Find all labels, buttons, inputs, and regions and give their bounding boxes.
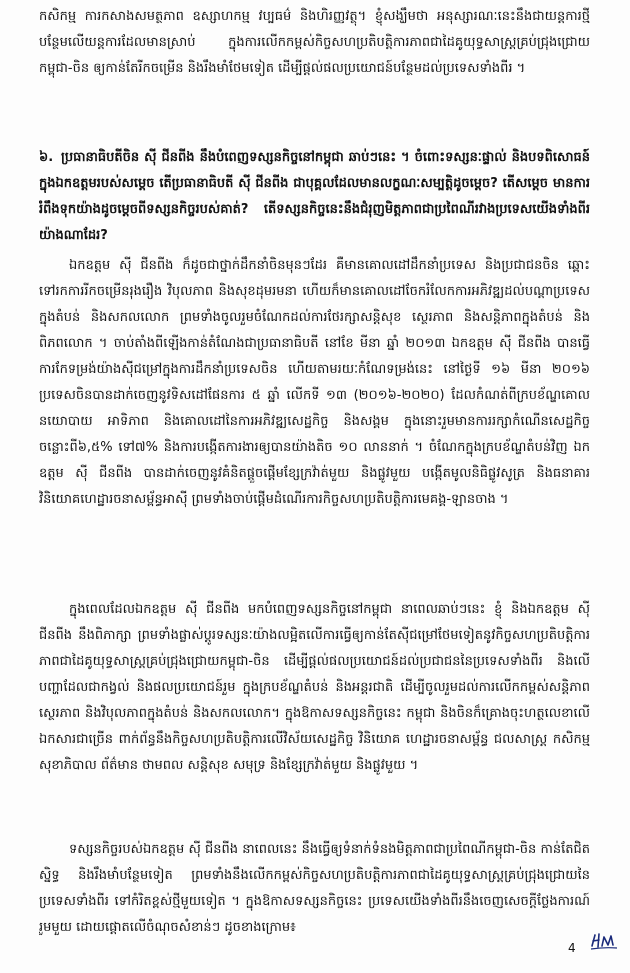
paragraph-answer-2: ក្នុងពេលដែលឯកឧត្តម ស៊ី ជីនពីង មកបំពេញទស្សនកិច្ចនៅកម្ពុជា នាពេលឆាប់ៗនេះ ខ្ញុំ និងឯកឧត្តម ស៊ី ជីនពីង នឹងពិភាក្សា ព្រមទាំងផ្លាស់ប្តូរទស្សនៈយ៉ាងលម្អិតលើការធ្វើឲ្យកាន់តែស៊ីជម្រៅថែមទៀតនូវកិច្ចសហប្រតិបត្តិការភាពជាដៃគូយុទ្ធសាស្ត្រគ្រប់ជ្រុងជ្រោយកម្ពុជា-ចិន ដើម្បីផ្តល់ផលប្រយោជន៍ដល់ប្រជាជននៃប្រទេសទាំងពីរ និងលើបញ្ហាដែលជាកង្វល់ និងផលប្រយោជន៍រួម ក្នុងក្របខ័ណ្ឌតំបន់ និងអន្តរជាតិ ដើម្បីចូលរួមដល់ការលើកកម្ពស់សន្តិភាព ស្ថេរភាព និងវិបុលភាពក្នុងតំបន់ និងសកលលោក។ ក្នុងឱកាសទស្សនកិច្ចនេះ កម្ពុជា និងចិនក៏គ្រោងចុះហត្ថលេខាលើឯកសារជាច្រើន ពាក់ព័ន្ធនឹងកិច្ចសហប្រតិបត្តិការលើវិស័យសេដ្ឋកិច្ច វិនិយោគ ហេដ្ឋារចនាសម្ព័ន្ធ ជលសាស្ត្រ កសិកម្ម សុខាភិបាល ព័ត៌មាន ថាមពល សន្តិសុខ សមុទ្រ និងខ្សែក្រវ៉ាត់មួយ និងផ្លូវមួយ ។ bbox=[39, 602, 590, 773]
question-6 bbox=[39, 145, 590, 249]
paragraph-answer-1: ឯកឧត្តម ស៊ី ជីនពីង ក៏ដូចជាថ្នាក់ដឹកនាំចិនមុនៗដែរ គឺមានគោលដៅដឹកនាំប្រទេស និងប្រជាជនចិន ឆ្ពោះទៅរកការរីកចម្រើនរុងរឿង វិបុលភាព និងសុខដុមរមនា ហើយក៏មានគោលដៅចែករំលែកការអភិវឌ្ឍដល់បណ្តាប្រទេសក្នុងតំបន់ និងសកលលោក ព្រមទាំងចូលរួមចំណែកដល់ការថែរក្សាសន្តិសុខ ស្ថេរភាព និងសន្តិភាពក្នុងតំបន់ និងពិភពលោក ។ ចាប់តាំងពីឡើងកាន់តំណែងជាប្រធានាធិបតី នៅខែ មីនា ឆ្នាំ ២០១៣ ឯកឧត្តម ស៊ី ជីនពីង បានធ្វើការកែទម្រង់យ៉ាងស៊ីជម្រៅក្នុងការដឹកនាំប្រទេសចិន ហើយតាមរយៈកំណែទម្រង់នេះ នៅថ្ងៃទី ១៦ មីនា ២០១៦ ប្រទេសចិនបានដាក់ចេញនូវទិសដៅផែនការ ៥ ឆ្នាំ លើកទី ១៣ (២០១៦-២០២០) ដែលកំណត់ពីក្របខ័ណ្ឌគោលនយោបាយ អាទិភាព និងគោលដៅនៃការអភិវឌ្ឍសេដ្ឋកិច្ច និងសង្គម ក្នុងនោះរួមមានការរក្សាកំណើនសេដ្ឋកិច្ចចន្លោះពី៦,៥% ទៅ៧% និងការបង្កើតការងារឲ្យបានយ៉ាងតិច ១០ លាននាក់ ។ ចំណែកក្នុងក្របខ័ណ្ឌតំបន់វិញ ឯកឧត្តម ស៊ី ជីនពីង បានដាក់ចេញនូវគំនិតផ្តួចផ្តើមខ្សែក្រវ៉ាត់មួយ និងផ្លូវមួយ បង្កើតមូលនិធិផ្លូវសូត្រ និងធនាគារវិនិយោគហេដ្ឋារចនាសម្ព័ន្ធអាស៊ី ព្រមទាំងចាប់ផ្តើមដំណើរការកិច្ចសហប្រតិបត្តិការមេគង្គ-ឡានចាង ។ bbox=[39, 258, 590, 507]
paragraph-answer-3: ទស្សនកិច្ចរបស់ឯកឧត្តម ស៊ី ជីនពីង នាពេលនេះ នឹងធ្វើឲ្យទំនាក់ទំនងមិត្តភាពជាប្រពៃណីកម្ពុជា-ចិន កាន់តែជិតស្និទ្ធ និងរឹងមាំបន្ថែមទៀត ព្រមទាំងនឹងលើកកម្ពស់កិច្ចសហប្រតិបត្តិការភាពជាដៃគូយុទ្ធសាស្ត្រគ្រប់ជ្រុងជ្រោយនៃប្រទេសទាំងពីរ ទៅកំរិតខ្ពស់ថ្មីមួយទៀត ។ ក្នុងឱកាសទស្សនកិច្ចនេះ ប្រទេសយើងទាំងពីរនឹងចេញសេចក្តីថ្លែងការណ៍រួមមួយ ដោយផ្តោតលើចំណុចសំខាន់ៗ ដូចខាងក្រោម៖ bbox=[39, 842, 590, 935]
question-text: ប្រធានាធិបតីចិន ស៊ី ជីនពីង នឹងបំពេញទស្សនកិច្ចនៅកម្ពុជា ឆាប់ៗនេះ ។ ចំពោះទស្សនៈផ្ទាល់ និងបទពិសោធន៍ក្នុងឯកឧត្តមរបស់សម្ដេច តើប្រធានាធិបតី ស៊ី ជីនពីង ជាបុគ្គលដែលមានលក្ខណៈសម្បត្តិដូចម្តេច? តើសម្ដេច មានការរំពឹងទុកយ៉ាងដូចម្ដេចពីទស្សនកិច្ចរបស់គាត់? តើទស្សនកិច្ចនេះនឹងជំរុញមិត្តភាពជាប្រពៃណីរវាងប្រទេសយើងទាំងពីរយ៉ាងណាដែរ? bbox=[39, 150, 590, 243]
paragraph-intro: កសិកម្ម ការកសាងសមត្ថភាព ឧស្សាហកម្ម វប្បធម៌ និងហិរញ្ញវត្ថុ។ ខ្ញុំសង្ឃឹមថា អនុស្សារណៈនេះនឹងជាយន្តការថ្មីបន្ថែមលើយន្តការដែលមានស្រាប់ ក្នុងការលើកកម្ពស់កិច្ចសហប្រតិបត្តិការភាពជាដៃគូយុទ្ធសាស្ត្រគ្រប់ជ្រុងជ្រោយកម្ពុជា-ចិន ឲ្យកាន់តែរីកចម្រើន និងរឹងមាំថែមទៀត ដើម្បីផ្តល់ផលប្រយោជន៍បន្ថែមដល់ប្រទេសទាំងពីរ ។ bbox=[39, 9, 590, 76]
page-number: 4 bbox=[568, 941, 576, 955]
question-number: ៦. bbox=[39, 150, 54, 165]
handwritten-initials bbox=[589, 930, 619, 954]
